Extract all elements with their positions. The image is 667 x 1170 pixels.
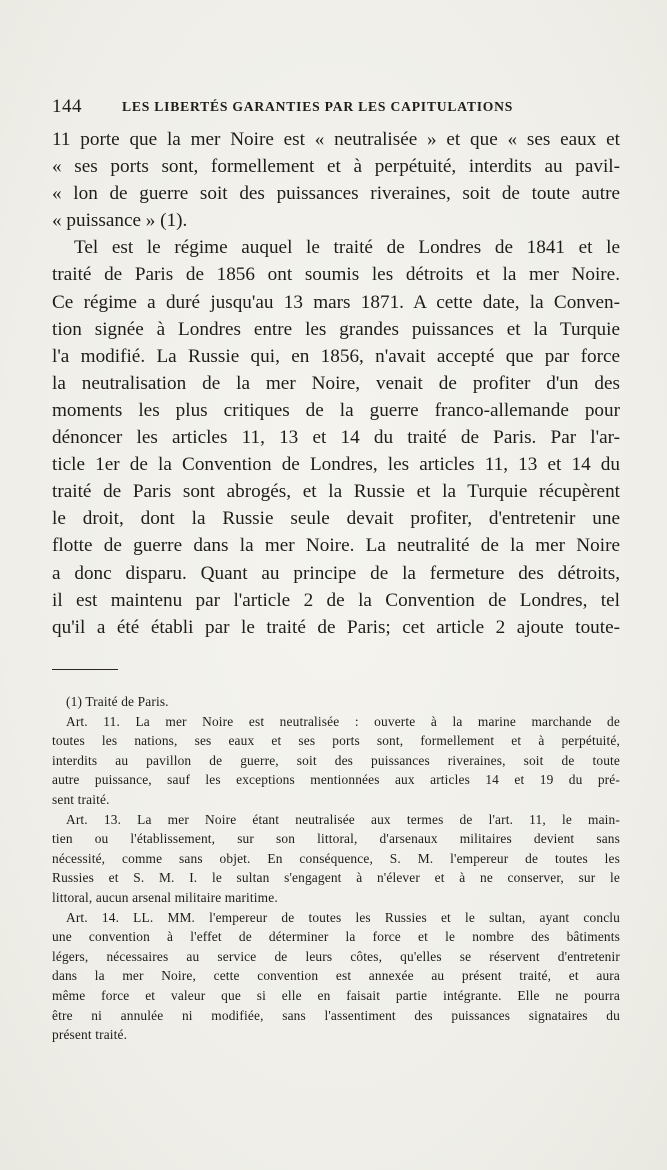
text-line: ticle 1er de la Convention de Londres, les articles 11, 13 et 14 du — [52, 454, 620, 476]
footnote-line: dans la mer Noire, cette convention est annexée au présent traité, et aura — [52, 968, 620, 984]
footnote-line: Art. 13. La mer Noire étant neutralisée aux termes de l'art. 11, le main- — [66, 811, 620, 827]
page-number: 144 — [52, 96, 82, 117]
text-line: traité de Paris sont abrogés, et la Russie et la Turquie récupèrent — [52, 481, 620, 503]
footnote-line: nécessité, comme sans objet. En conséquence, S. M. l'empereur de toutes les — [52, 850, 620, 866]
main-text — [52, 126, 620, 641]
footnote-marker-line: (1) Traité de Paris. — [66, 694, 169, 709]
text-line: « lon de guerre soit des puissances riveraines, soit de toute autre — [52, 183, 620, 205]
running-header — [52, 96, 620, 122]
text-line: traité de Paris de 1856 ont soumis les détroits et la mer Noire. — [52, 264, 620, 286]
text-line: « puissance » (1). — [52, 210, 188, 232]
text-line: flotte de guerre dans la mer Noire. La neutralité de la mer Noire — [52, 535, 620, 557]
text-line: la neutralisation de la mer Noire, venait de profiter d'un des — [52, 372, 620, 394]
footnote-line: sent traité. — [52, 791, 110, 807]
text-line: moments les plus critiques de la guerre franco-allemande pour — [52, 399, 620, 421]
footnotes — [52, 692, 620, 1045]
footnote-line: Russies et S. M. I. le sultan s'engagent à n'élever et à ne conserver, sur le — [52, 870, 620, 886]
footnote-line: même force et valeur que si elle en faisait partie intégrante. Elle ne pourra — [52, 987, 620, 1003]
paragraph-start-line: Tel est le régime auquel le traité de Londres de 1841 et le — [74, 237, 620, 259]
text-line: dénoncer les articles 11, 13 et 14 du traité de Paris. Par l'ar- — [52, 427, 620, 449]
footnote-line: Art. 14. LL. MM. l'empereur de toutes les Russies et le sultan, ayant conclu — [66, 909, 620, 925]
text-line: a donc disparu. Quant au principe de la fermeture des détroits, — [52, 562, 620, 584]
text-line: le droit, dont la Russie seule devait profiter, d'entretenir une — [52, 508, 620, 530]
footnote-line: autre puissance, sauf les exceptions mentionnées aux articles 14 et 19 du pré- — [52, 772, 620, 788]
text-line: qu'il a été établi par le traité de Paris; cet article 2 ajoute toute- — [52, 616, 620, 638]
text-line: tion signée à Londres entre les grandes puissances et la Turquie — [52, 318, 620, 340]
footnote-line: toutes les nations, ses eaux et ses ports sont, formellement et à perpétuité, — [52, 733, 620, 749]
footnote-line: légers, nécessaires au service de leurs côtes, qu'elles se réservent d'entretenir — [52, 948, 620, 964]
footnote-line: littoral, aucun arsenal militaire maritime. — [52, 889, 278, 905]
footnote-line: Art. 11. La mer Noire est neutralisée : ouverte à la marine marchande de — [66, 713, 620, 729]
text-line: il est maintenu par l'article 2 de la Convention de Londres, tel — [52, 589, 620, 611]
footnote-line: interdits au pavillon de guerre, soit des puissances riveraines, soit de toute — [52, 752, 620, 768]
footnote-line: être ni annulée ni modifiée, sans l'assentiment des puissances signataires du — [52, 1007, 620, 1023]
footnote-line: tien ou l'établissement, sur son littoral, d'arsenaux militaires devient sans — [52, 831, 620, 847]
running-title: LES LIBERTÉS GARANTIES PAR LES CAPITULATIONS — [122, 99, 514, 114]
text-line: Ce régime a duré jusqu'au 13 mars 1871. A cette date, la Conven- — [52, 291, 620, 313]
footnote-line: présent traité. — [52, 1027, 128, 1043]
footnote-line: une convention à l'effet de déterminer la force et le nombre des bâtiments — [52, 929, 620, 945]
text-line: « ses ports sont, formellement et à perpétuité, interdits au pavil- — [52, 156, 620, 178]
text-line: l'a modifié. La Russie qui, en 1856, n'avait accepté que par force — [52, 345, 620, 367]
footnote-divider — [52, 669, 118, 670]
text-line: 11 porte que la mer Noire est « neutralisée » et que « ses eaux et — [52, 129, 620, 150]
